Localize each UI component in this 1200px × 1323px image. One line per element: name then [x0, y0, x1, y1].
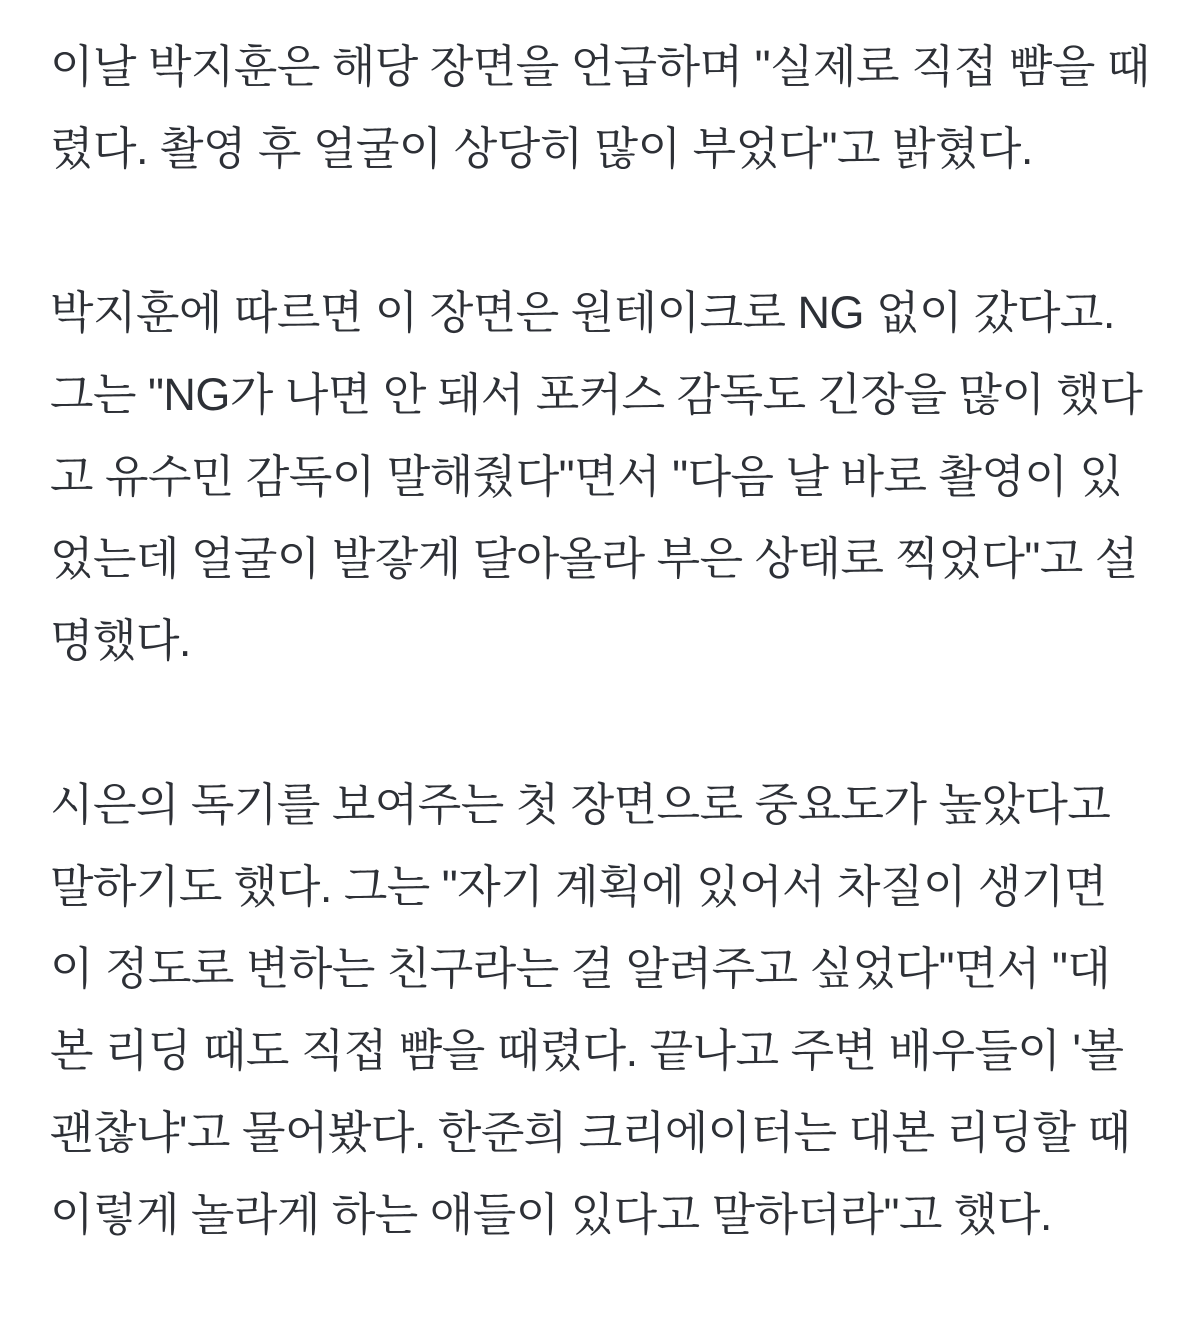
article-paragraph-2: 박지훈에 따르면 이 장면은 원테이크로 NG 없이 갔다고. 그는 "NG가 나면 안 돼서 포커스 감독도 긴장을 많이 했다고 유수민 감독이 말해줬다"면서 "다음 날 바로 촬영이 있었는데 얼굴이 발갛게 달아올라 부은 상태로 찍었다"고 설명했다. [50, 287, 1143, 666]
article-paragraph-1: 이날 박지훈은 해당 장면을 언급하며 "실제로 직접 뺨을 때렸다. 촬영 후 얼굴이 상당히 많이 부었다"고 밝혔다. [50, 41, 1150, 174]
article-paragraph-3: 시은의 독기를 보여주는 첫 장면으로 중요도가 높았다고 말하기도 했다. 그는 "자기 계획에 있어서 차질이 생기면 이 정도로 변하는 친구라는 걸 알려주고 싶었다"면서 "대본 리딩 때도 직접 뺨을 때렸다. 끝나고 주변 배우들이 '볼 괜찮냐'고 물어봤다. 한준희 크리에이터는 대본 리딩할 때 이렇게 놀라게 하는 애들이 있다고 말하더라"고 했다. [50, 779, 1131, 1240]
